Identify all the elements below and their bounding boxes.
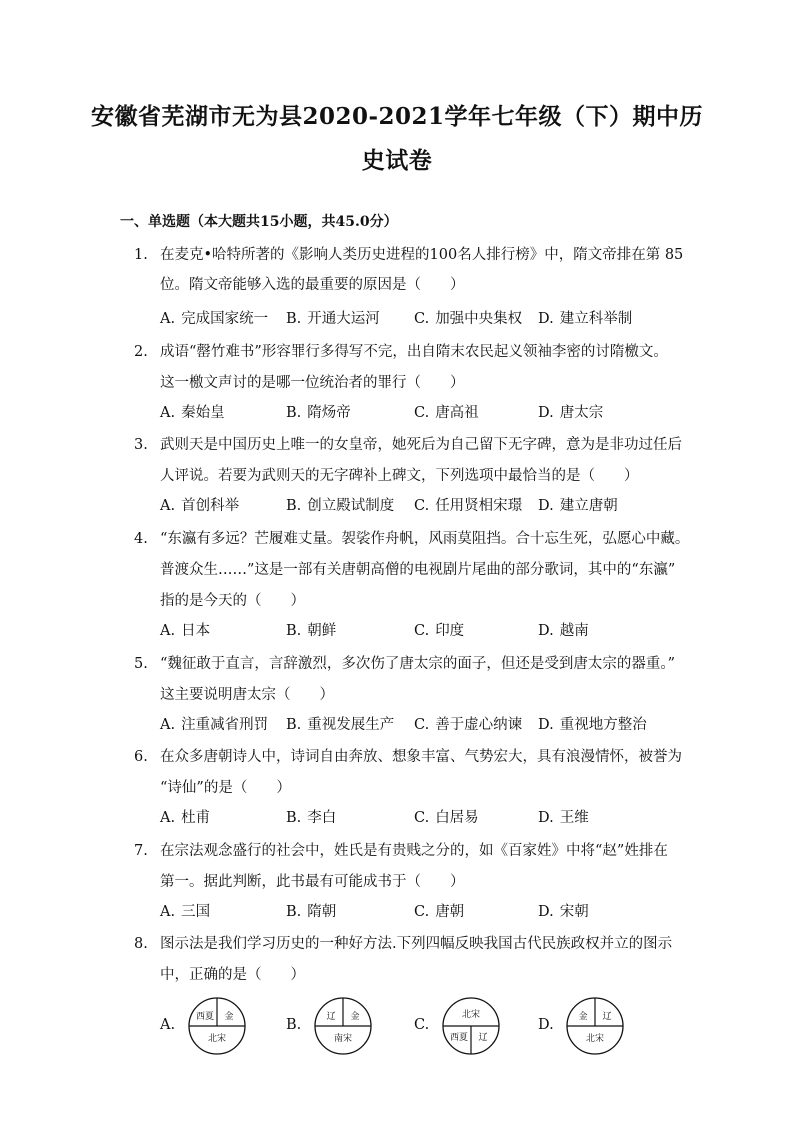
- question-8-diagram-options: [160, 995, 680, 1065]
- question-number: 8.: [134, 936, 148, 952]
- question-7-options: [160, 900, 680, 922]
- option-b[interactable]: B. 开通大运河: [286, 311, 380, 327]
- option-b[interactable]: B. 李白: [286, 810, 337, 826]
- option-b[interactable]: B. 隋炀帝: [286, 405, 351, 421]
- question-text-line: 位。隋文帝能够入选的最重要的原因是（ ）: [160, 277, 465, 293]
- question-number: 3.: [134, 437, 148, 453]
- option-a[interactable]: A. 三国: [160, 904, 211, 920]
- question-2-options: [160, 401, 680, 423]
- question-text-line: 人评说。若要为武则天的无字碑补上碑文，下列选项中最恰当的是（ ）: [160, 468, 639, 484]
- option-a[interactable]: A. 秦始皇: [160, 405, 225, 421]
- option-b[interactable]: B. 重视发展生产: [286, 717, 395, 733]
- exam-title-line-1: 安徽省芜湖市无为县2020-2021学年七年级（下）期中历: [90, 103, 704, 130]
- exam-title-line-2: 史试卷: [361, 147, 433, 174]
- question-text-line: “诗仙”的是（ ）: [160, 780, 291, 796]
- question-text-line: 在宗法观念盛行的社会中，姓氏是有贵贱之分的，如《百家姓》中将“赵”姓排在: [160, 843, 668, 859]
- question-text-line: 在麦克•哈特所著的《影响人类历史进程的100名人排行榜》中，隋文帝排在第 85: [160, 247, 684, 263]
- question-text-line: 这一檄文声讨的是哪一位统治者的罪行（ ）: [160, 375, 465, 391]
- regime-label: 辽: [326, 1012, 336, 1022]
- question-text-line: 这主要说明唐太宗（ ）: [160, 687, 334, 703]
- option-a[interactable]: A. 首创科举: [160, 498, 240, 514]
- regime-label: 金: [224, 1012, 234, 1022]
- question-6-options: [160, 806, 680, 828]
- option-d[interactable]: D. 越南: [538, 623, 589, 639]
- question-text-line: 武则天是中国历史上唯一的女皇帝，她死后为自己留下无字碑，意为是非功过任后: [160, 437, 682, 453]
- option-c-diagram[interactable]: [414, 995, 524, 1065]
- regime-label: 北宋: [461, 1010, 481, 1020]
- regime-label: 北宋: [585, 1034, 605, 1044]
- question-number: 6.: [134, 749, 148, 765]
- option-a[interactable]: A. 注重减省刑罚: [160, 717, 269, 733]
- regime-label: 金: [578, 1012, 588, 1022]
- option-b[interactable]: B. 隋朝: [286, 904, 337, 920]
- regime-label: 西夏: [195, 1012, 215, 1022]
- question-1-options: [160, 307, 680, 329]
- option-label: C.: [414, 1017, 430, 1033]
- option-d-diagram[interactable]: [538, 995, 648, 1065]
- question-text-line: “东瀛有多远？芒履难丈量。袈裟作舟帆，风雨莫阻挡。合十忘生死，弘愿心中藏。: [160, 531, 690, 547]
- question-text-line: 第一。据此判断，此书最有可能成书于（ ）: [160, 874, 465, 890]
- option-label: B.: [286, 1017, 302, 1033]
- question-number: 4.: [134, 531, 148, 547]
- regime-circle-diagram: [564, 995, 626, 1057]
- option-d[interactable]: D. 唐太宗: [538, 405, 604, 421]
- option-c[interactable]: C. 印度: [414, 623, 465, 639]
- option-d[interactable]: D. 建立唐朝: [538, 498, 618, 514]
- question-text-line: 中，正确的是（ ）: [160, 967, 305, 983]
- question-text-line: 普渡众生……”这是一部有关唐朝高僧的电视剧片尾曲的部分歌词，其中的“东瀛”: [160, 562, 676, 578]
- question-5-options: [160, 713, 680, 735]
- option-c[interactable]: C. 任用贤相宋璟: [414, 498, 523, 514]
- option-c[interactable]: C. 善于虚心纳谏: [414, 717, 523, 733]
- regime-label: 金: [350, 1012, 360, 1022]
- question-3-options: [160, 494, 680, 516]
- option-d[interactable]: D. 王维: [538, 810, 589, 826]
- regime-label: 西夏: [449, 1033, 469, 1043]
- question-number: 1.: [134, 247, 148, 263]
- option-a[interactable]: A. 杜甫: [160, 810, 211, 826]
- section-heading: 一、单选题（本大题共15小题，共45.0分）: [120, 214, 398, 230]
- regime-label: 南宋: [333, 1034, 353, 1044]
- regime-label: 辽: [478, 1033, 488, 1043]
- option-b[interactable]: B. 朝鲜: [286, 623, 337, 639]
- question-text-line: 指的是今天的（ ）: [160, 593, 305, 609]
- question-number: 2.: [134, 344, 148, 360]
- option-c[interactable]: C. 加强中央集权: [414, 311, 523, 327]
- option-c[interactable]: C. 白居易: [414, 810, 479, 826]
- question-4-options: [160, 619, 680, 641]
- option-d[interactable]: D. 宋朝: [538, 904, 589, 920]
- option-d[interactable]: D. 重视地方整治: [538, 717, 647, 733]
- question-text-line: 成语“罄竹难书”形容罪行多得写不完，出自隋末农民起义领袖李密的讨隋檄文。: [160, 344, 668, 360]
- question-text-line: 图示法是我们学习历史的一种好方法.下列四幅反映我国古代民族政权并立的图示: [160, 936, 673, 952]
- option-a[interactable]: A. 日本: [160, 623, 211, 639]
- regime-circle-diagram: [186, 995, 248, 1057]
- question-text-line: 在众多唐朝诗人中，诗词自由奔放、想象丰富、气势宏大，具有浪漫情怀，被誉为: [160, 749, 682, 765]
- option-b-diagram[interactable]: [286, 995, 396, 1065]
- option-b[interactable]: B. 创立殿试制度: [286, 498, 395, 514]
- option-a-diagram[interactable]: [160, 995, 270, 1065]
- option-a[interactable]: A. 完成国家统一: [160, 311, 269, 327]
- option-d[interactable]: D. 建立科举制: [538, 311, 633, 327]
- option-c[interactable]: C. 唐高祖: [414, 405, 479, 421]
- regime-label: 辽: [602, 1012, 612, 1022]
- option-c[interactable]: C. 唐朝: [414, 904, 465, 920]
- question-number: 7.: [134, 843, 148, 859]
- option-label: A.: [160, 1017, 176, 1033]
- regime-circle-diagram: [312, 995, 374, 1057]
- question-text-line: “魏征敢于直言，言辞激烈，多次伤了唐太宗的面子，但还是受到唐太宗的器重。”: [160, 656, 676, 672]
- question-number: 5.: [134, 656, 148, 672]
- option-label: D.: [538, 1017, 554, 1033]
- regime-label: 北宋: [207, 1034, 227, 1044]
- regime-circle-diagram: [440, 995, 502, 1057]
